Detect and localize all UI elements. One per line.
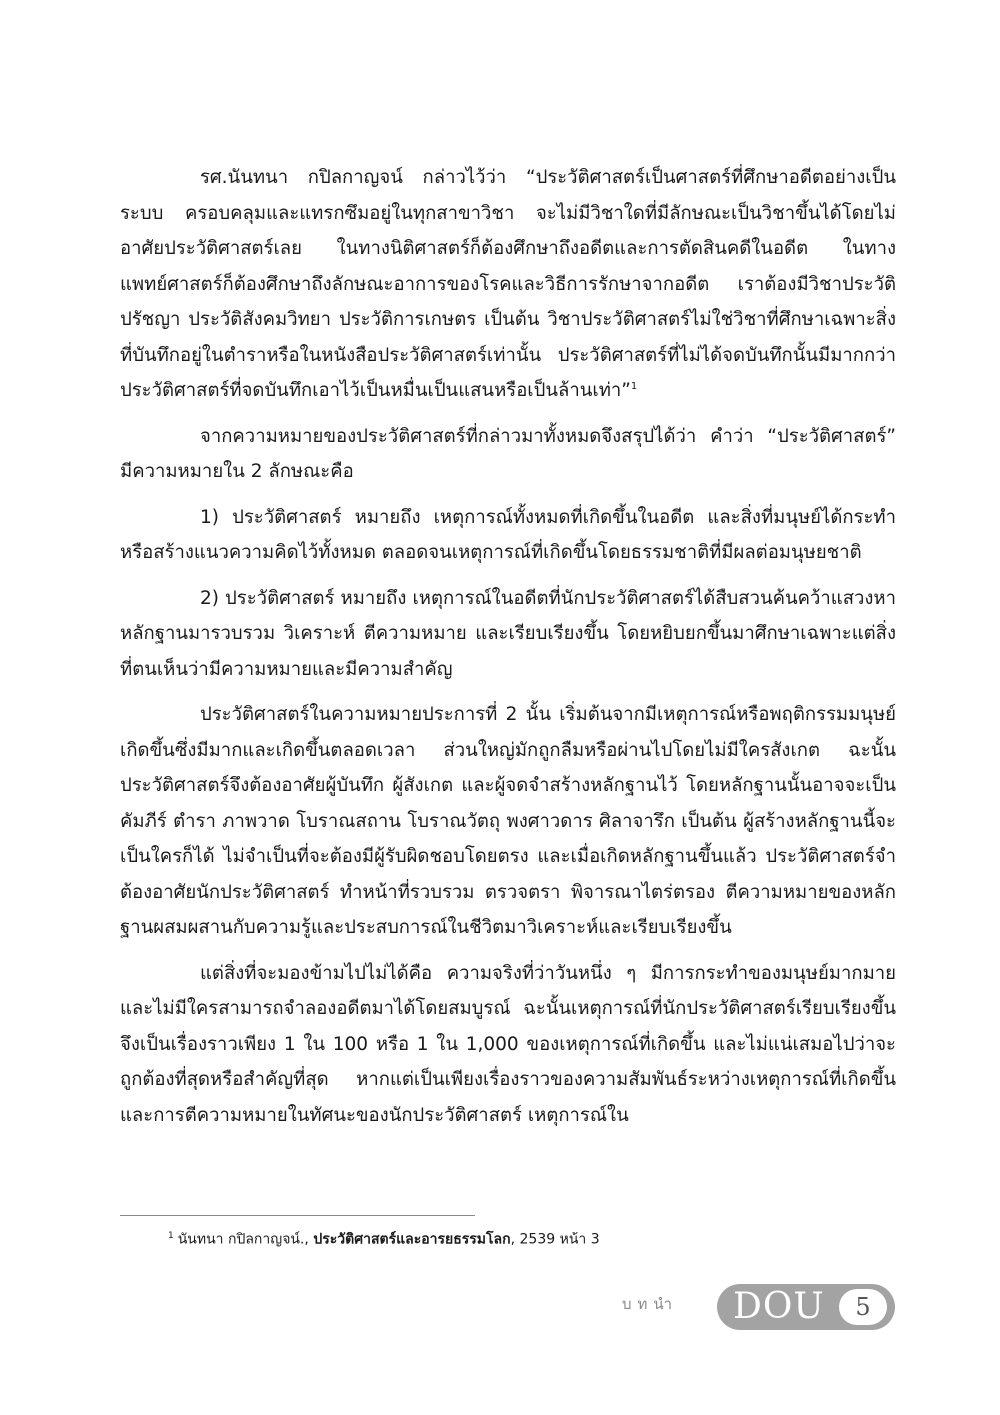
footnote-reference: 1 (630, 380, 638, 392)
brand-logo-text: DOU (733, 1286, 825, 1327)
page-number: 5 (855, 1293, 871, 1321)
paragraph-summary: จากความหมายของประวัติศาสตร์ที่กล่าวมาทั้งหมดจึงสรุปได้ว่า คำว่า “ประวัติศาสตร์” มีความหมายใน 2 ลักษณะคือ (120, 425, 896, 482)
page-badge (717, 1284, 895, 1330)
paragraph-text: รศ.นันทนา กปิลกาญจน์ กล่าวไว้ว่า “ประวัติศาสตร์เป็นศาสตร์ที่ศึกษาอดีตอย่างเป็นระบบ ครอบคลุมและแทรกซึมอยู่ในทุกสาขาวิชา จะไม่มีวิชาใดที่มีลักษณะเป็นวิชาขึ้นได้โดยไม่อาศัยประวัติศาสตร์เลย ในทางนิติศาสตร์ก็ต้องศึกษาถึงอดีตและการตัดสินคดีในอดีต ในทางแพทย์ศาสตร์ก็ต้องศึกษาถึงลักษณะอาการของโรคและวิธีการรักษาจากอดีต เราต้องมีวิชาประวัติปรัชญา ประวัติสังคมวิทยา ประวัติการเกษตร เป็นต้น วิชาประวัติศาสตร์ไม่ใช่วิชาที่ศึกษาเฉพาะสิ่งที่บันทึกอยู่ในตำราหรือในหนังสือประวัติศาสตร์เท่านั้น ประวัติศาสตร์ที่ไม่ได้จดบันทึกนั้นมีมากกว่าประวัติศาสตร์ที่จดบันทึกเอาไว้เป็นหมื่นเป็นแสนหรือเป็นล้านเท่า” (120, 167, 896, 401)
definition-item-2: 2) ประวัติศาสตร์ หมายถึง เหตุการณ์ในอดีตที่นักประวัติศาสตร์ได้สืบสวนค้นคว้าแสวงหาหลักฐานมารวบรวม วิเคราะห์ ตีความหมาย และเรียบเรียงขึ้น โดยหยิบยกขึ้นมาศึกษาเฉพาะแต่สิ่งที่ตนเห็นว่ามีความหมายและมีความสำคัญ (120, 587, 896, 680)
main-content (120, 160, 896, 1143)
paragraph-quote (120, 160, 896, 409)
page-number-circle (839, 1289, 887, 1325)
chapter-label: บทนำ (622, 1295, 679, 1313)
footnote-title: ประวัติศาสตร์และอารยธรรมโลก (313, 1231, 511, 1248)
footnote (168, 1226, 600, 1250)
paragraph-meaning-2: ประวัติศาสตร์ในความหมายประการที่ 2 นั้น เริ่มต้นจากมีเหตุการณ์หรือพฤติกรรมมนุษย์เกิดขึ้นซึ่งมีมากและเกิดขึ้นตลอดเวลา ส่วนใหญ่มักถูกลืมหรือผ่านไปโดยไม่มีใครสังเกต ฉะนั้นประวัติศาสตร์จึงต้องอาศัยผู้บันทึก ผู้สังเกต และผู้จดจำสร้างหลักฐานไว้ โดยหลักฐานนั้นอาจจะเป็นคัมภีร์ ตำรา ภาพวาด โบราณสถาน โบราณวัตถุ พงศาวดาร ศิลาจารึก เป็นต้น ผู้สร้างหลักฐานนี้จะเป็นใครก็ได้ ไม่จำเป็นที่จะต้องมีผู้รับผิดชอบโดยตรง และเมื่อเกิดหลักฐานขึ้นแล้ว ประวัติศาสตร์จำต้องอาศัยนักประวัติศาสตร์ ทำหน้าที่รวบรวม ตรวจตรา พิจารณาไตร่ตรอง ตีความหมายของหลักฐานผสมผสานกับความรู้และประสบการณ์ในชีวิตมาวิเคราะห์และเรียบเรียงขึ้น (120, 704, 896, 938)
footnote-divider (120, 1215, 475, 1216)
paragraph-caveat: แต่สิ่งที่จะมองข้ามไปไม่ได้คือ ความจริงที่ว่าวันหนึ่ง ๆ มีการกระทำของมนุษย์มากมาย และไม่มีใครสามารถจำลองอดีตมาได้โดยสมบูรณ์ ฉะนั้นเหตุการณ์ที่นักประวัติศาสตร์เรียบเรียงขึ้นจึงเป็นเรื่องราวเพียง 1 ใน 100 หรือ 1 ใน 1,000 ของเหตุการณ์ที่เกิดขึ้น และไม่แน่เสมอไปว่าจะถูกต้องที่สุดหรือสำคัญที่สุด หากแต่เป็นเพียงเรื่องราวของความสัมพันธ์ระหว่างเหตุการณ์ที่เกิดขึ้นและการตีความหมายในทัศนะของนักประวัติศาสตร์ เหตุการณ์ใน (120, 962, 896, 1126)
footnote-number: 1 (168, 1231, 174, 1241)
footnote-detail: , 2539 หน้า 3 (510, 1231, 600, 1248)
footnote-author: นันทนา กปิลกาญจน์., (177, 1231, 309, 1248)
definition-item-1: 1) ประวัติศาสตร์ หมายถึง เหตุการณ์ทั้งหมดที่เกิดขึ้นในอดีต และสิ่งที่มนุษย์ได้กระทำหรือสร้างแนวความคิดไว้ทั้งหมด ตลอดจนเหตุการณ์ที่เกิดขึ้นโดยธรรมชาติที่มีผลต่อมนุษยชาติ (120, 506, 896, 563)
